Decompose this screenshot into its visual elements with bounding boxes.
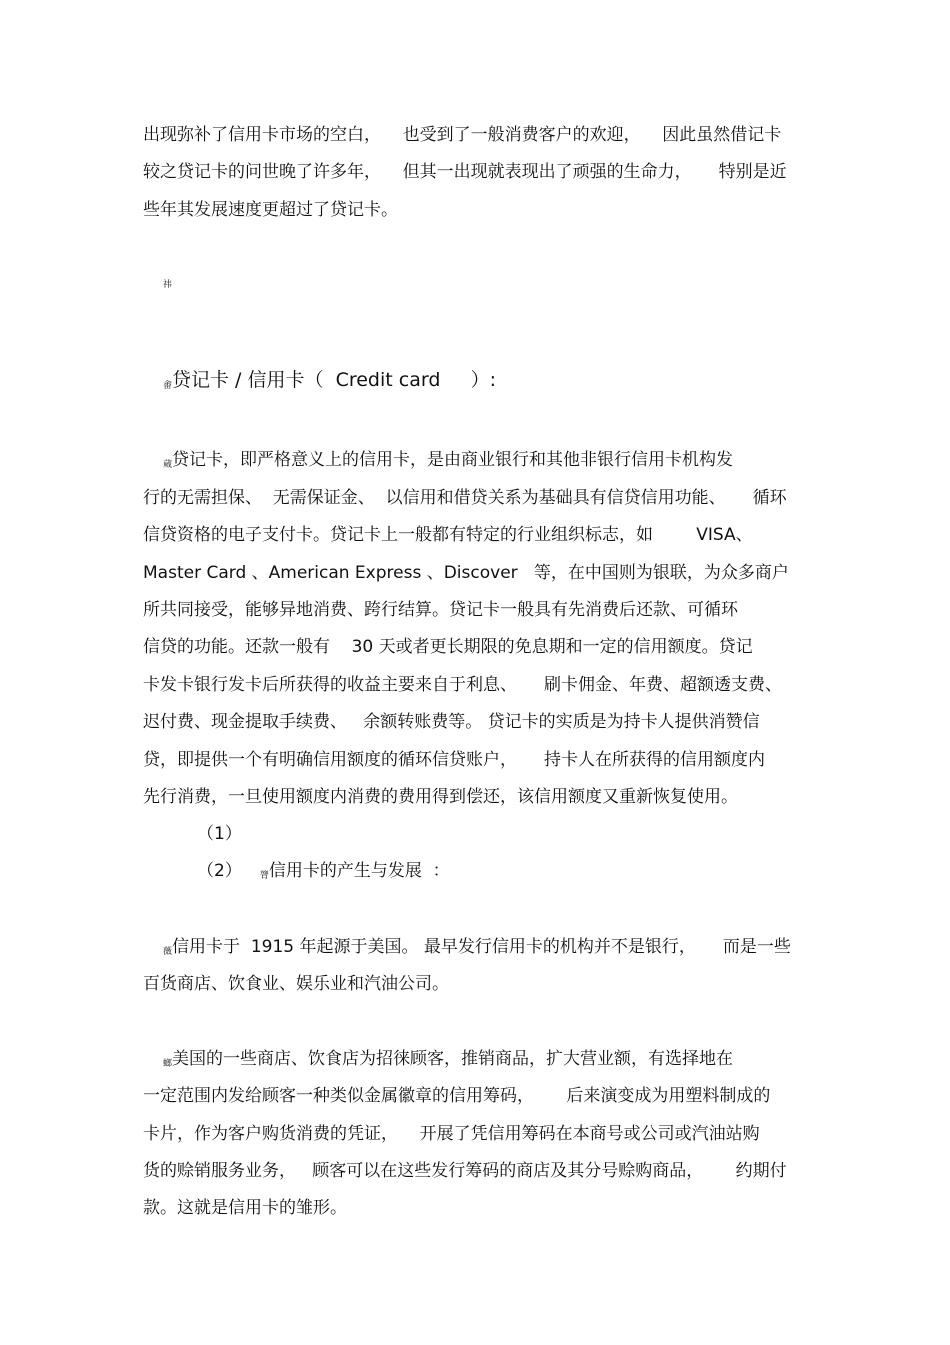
section-heading xyxy=(163,367,496,393)
para2-line-2: 百货商店、饮食业、娱乐业和汽油公司。 xyxy=(143,974,449,994)
para1-line-7: 卡发卡银行发卡后所获得的收益主要来自于利息、 刷卡佣金、年费、超额透支费、 xyxy=(143,675,783,695)
intro-line-3: 些年其发展速度更超过了贷记卡。 xyxy=(143,200,398,220)
para1-line-9: 贷，即提供一个有明确信用额度的循环信贷账户， 持卡人在所获得的信用额度内 xyxy=(143,750,766,770)
list-item-1: （1） xyxy=(197,824,242,844)
para3-line-4: 货的赊销服务业务， 顾客可以在这些发行筹码的商店及其分号赊购商品， 约期付 xyxy=(143,1161,787,1181)
para1-line-1 xyxy=(163,448,733,472)
para1-line-2: 行的无需担保、 无需保证金、 以信用和借贷关系为基础具有信贷信用功能、 循环 xyxy=(143,488,787,508)
para1-line-3: 信贷资格的电子支付卡。贷记卡上一般都有特定的行业组织标志，如 VISA、 xyxy=(143,525,753,545)
para1-line-10: 先行消费，一旦使用额度内消费的费用得到偿还，该信用额度又重新恢复使用。 xyxy=(143,787,738,807)
para1-line-8: 迟付费、现金提取手续费、 余额转账费等。 贷记卡的实质是为持卡人提供消赞信 xyxy=(143,712,760,732)
heading-text: 贷记卡 / 信用卡（ Credit card ）: xyxy=(172,369,496,391)
para3-line-3: 卡片，作为客户购货消费的凭证， 开展了凭信用筹码在本商号或公司或汽油站购 xyxy=(143,1124,760,1144)
para1-line-4: Master Card 、American Express 、Discover 等，在中国则为银联，为众多商户 xyxy=(143,563,789,583)
para3-line-1-text: 美国的一些商店、饮食店为招徕顾客，推销商品，扩大营业额，有选择地在 xyxy=(172,1049,734,1069)
para3-line-5: 款。这就是信用卡的雏形。 xyxy=(143,1198,347,1218)
para1-mark: 蒇 xyxy=(163,460,173,470)
list-item-2 xyxy=(197,859,450,883)
para2-mark: 薇 xyxy=(163,947,173,957)
stray-marker: 祎 xyxy=(163,280,173,290)
list-item-2-text: 信用卡的产生与发展 ： xyxy=(268,861,450,881)
intro-line-2: 较之贷记卡的问世晚了许多年， 但其一出现就表现出了顽强的生命力， 特别是近 xyxy=(143,162,787,182)
para3-line-1 xyxy=(163,1047,733,1071)
heading-mark: 畬 xyxy=(163,381,173,391)
para1-line-5: 所共同接受，能够异地消费、跨行结算。贷记卡一般具有先消费后还款、可循环 xyxy=(143,600,738,620)
list-item-2-number: （2） xyxy=(197,861,242,881)
list-item-2-mark: 膂 xyxy=(259,871,269,881)
para3-line-2: 一定范围内发给顾客一种类似金属徽章的信用筹码， 后来演变成为用塑料制成的 xyxy=(143,1086,771,1106)
para1-line-1-text: 贷记卡，即严格意义上的信用卡，是由商业银行和其他非银行信用卡机构发 xyxy=(172,450,734,470)
para2-line-1 xyxy=(163,935,791,959)
para3-mark: 螂 xyxy=(163,1059,173,1069)
para2-line-1-text: 信用卡于 1915 年起源于美国。 最早发行信用卡的机构并不是银行， 而是一些 xyxy=(172,937,791,957)
intro-line-1: 出现弥补了信用卡市场的空白， 也受到了一般消费客户的欢迎， 因此虽然借记卡 xyxy=(143,125,782,145)
para1-line-6: 信贷的功能。还款一般有 30 天或者更长期限的免息期和一定的信用额度。贷记 xyxy=(143,637,753,657)
